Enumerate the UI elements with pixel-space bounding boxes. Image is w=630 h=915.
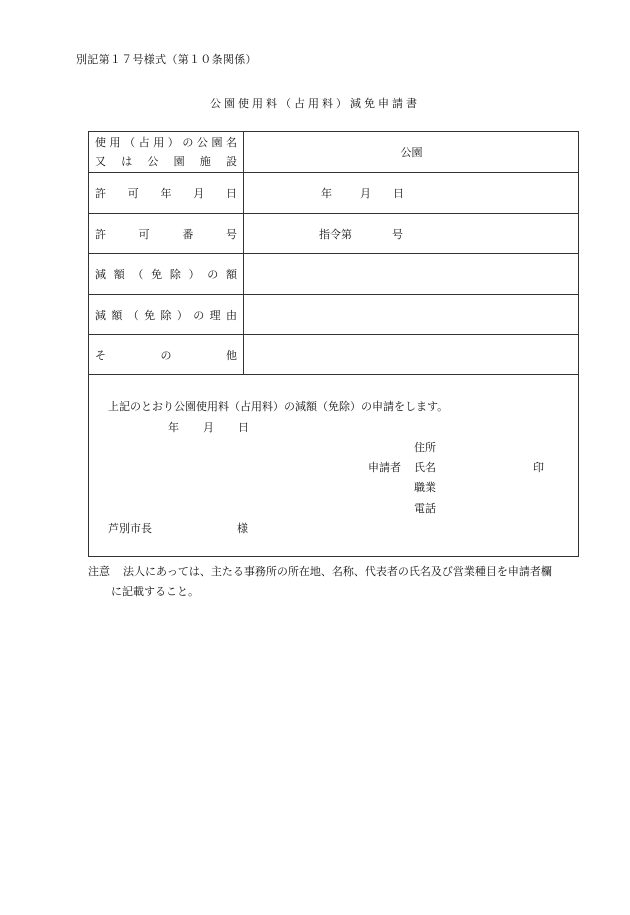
reduction-reason-label-text: 減額（免除）の理由 — [95, 308, 237, 322]
other-label-text: その他 — [95, 348, 237, 362]
permit-date-label-text: 許可年月日 — [95, 187, 237, 200]
addressee-honorific: 様 — [237, 522, 248, 535]
applicant-occupation-label: 職業 — [414, 481, 436, 494]
applicant-name-label: 氏名 — [414, 461, 436, 474]
note-line-2: に記載すること。 — [111, 585, 199, 598]
application-date-month: 月 — [203, 421, 214, 434]
seal-mark: 印 — [533, 461, 544, 474]
reduction-amount-label — [95, 254, 237, 294]
permit-year-unit: 年 — [321, 187, 332, 200]
reduction-amount-value — [244, 254, 579, 294]
application-statement: 上記のとおり公園使用料（占用料）の減額（免除）の申請をします。 — [108, 400, 449, 413]
applicant-heading: 申請者 — [368, 461, 401, 474]
permit-day-unit: 日 — [393, 187, 404, 200]
permit-number-prefix: 指令第 — [319, 227, 352, 241]
applicant-phone-label: 電話 — [414, 502, 436, 515]
application-form-table — [88, 131, 579, 557]
permit-number-value — [244, 214, 579, 253]
reduction-reason-label — [95, 295, 237, 334]
permit-date-value — [244, 173, 579, 213]
applicant-address-label: 住所 — [414, 441, 436, 454]
park-name-label — [95, 132, 237, 172]
row-divider — [89, 374, 578, 375]
application-date-year: 年 — [168, 421, 179, 434]
note-line-1: 法人にあっては、主たる事務所の所在地、名称、代表者の氏名及び営業種目を申請者欄 — [123, 565, 552, 578]
permit-number-suffix: 号 — [392, 227, 403, 241]
other-label — [95, 335, 237, 374]
permit-number-label — [95, 214, 237, 253]
document-title: 公園使用料（占用料）減免申請書 — [210, 97, 420, 110]
reduction-reason-value — [244, 295, 579, 334]
note-label: 注意 — [88, 565, 110, 578]
permit-number-label-text: 許可番号 — [95, 227, 237, 241]
addressee: 芦別市長 — [108, 522, 152, 535]
permit-date-label — [95, 173, 237, 213]
park-name-label-line2: 又は公園施設 — [95, 155, 237, 168]
park-name-value: 公園 — [400, 146, 423, 159]
reduction-amount-label-text: 減額（免除）の額 — [95, 268, 237, 281]
park-name-label-line1: 使用（占用）の公園名 — [95, 136, 237, 149]
form-number-label: 別記第１７号様式（第１０条関係） — [76, 53, 257, 66]
permit-month-unit: 月 — [360, 187, 371, 200]
application-date-day: 日 — [238, 421, 249, 434]
other-value — [244, 335, 579, 374]
